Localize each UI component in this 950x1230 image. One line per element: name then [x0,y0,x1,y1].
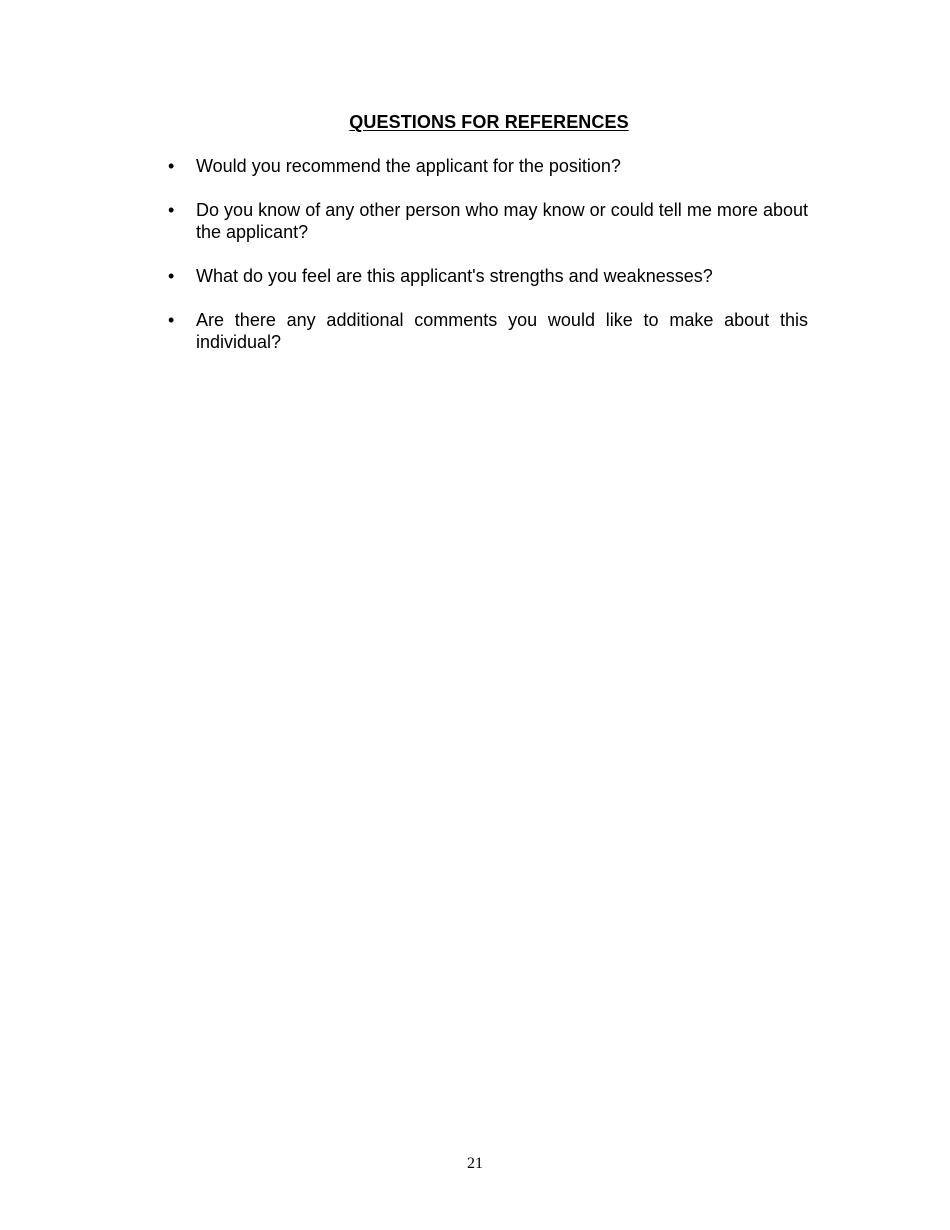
bullet-icon: • [168,266,175,286]
list-item [160,199,808,243]
page-title: QUESTIONS FOR REFERENCES [349,112,629,132]
list-item [160,309,808,353]
list-item [160,155,808,177]
bullet-icon: • [168,200,175,220]
bullet-icon: • [168,156,175,176]
question-list [160,155,808,375]
question-text: Are there any additional comments you would like to make about this individual? [196,310,808,352]
question-text: Do you know of any other person who may know or could tell me more about the applicant? [196,200,808,242]
question-text: Would you recommend the applicant for the position? [196,156,621,176]
page-number: 21 [467,1155,483,1172]
question-text: What do you feel are this applicant's strengths and weaknesses? [196,266,713,286]
bullet-icon: • [168,310,175,330]
list-item [160,265,808,287]
